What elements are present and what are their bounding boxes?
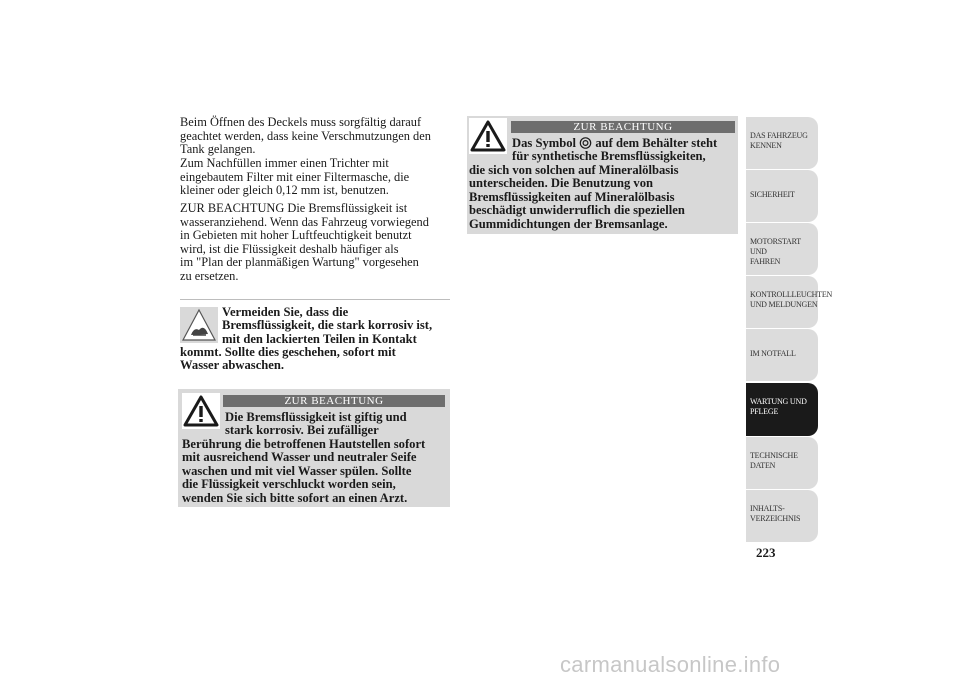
page-number: 223 bbox=[756, 545, 776, 560]
warning-text-left: Die Bremsflüssigkeit ist giftig und stark korrosiv. Bei zufälliger bbox=[225, 410, 407, 438]
paragraph-note: ZUR BEACHTUNG Die Bremsflüssigkeit ist wasseranziehend. Wenn das Fahrzeug vorwiegend in Gebieten mit hoher Luftfeuchtigkeit benutzt wird, ist die Flüssigkeit deshalb häufiger als im "Plan der planmäßigen Wartung" vorgesehen zu ersetzen. bbox=[180, 201, 429, 283]
paragraph-lid: Beim Öffnen des Deckels muss sorgfältig darauf geachtet werden, dass keine Verschmutzungen den Tank gelangen. bbox=[180, 115, 431, 157]
warning-triangle-icon bbox=[469, 118, 507, 154]
warning-triangle-icon bbox=[182, 393, 220, 429]
env-note-text: Vermeiden Sie, dass die Bremsflüssigkeit, die stark korrosiv ist, mit den lackierten Teilen in Kontakt bbox=[222, 305, 433, 346]
paragraph-funnel: Zum Nachfüllen immer einen Trichter mit eingebautem Filter mit einer Filtermasche, die kleiner oder gleich 0,12 mm ist, benutzen. bbox=[180, 156, 410, 198]
sidebar-tab-im-notfall[interactable]: IM NOTFALL bbox=[746, 329, 818, 381]
environment-icon bbox=[180, 307, 218, 343]
watermark: carmanualsonline.info bbox=[560, 652, 781, 677]
warning-text-right-full: die sich von solchen auf Mineralölbasis unterscheiden. Die Benutzung von Bremsflüssigkeiten auf Mineralölbasis beschädigt unwiderruflich die speziellen Gummidichtungen der Bremsanlage. bbox=[469, 163, 685, 231]
env-note-text-full: kommt. Sollte dies geschehen, sofort mit Wasser abwaschen. bbox=[180, 345, 396, 373]
env-note-icon-box bbox=[180, 307, 218, 343]
sidebar-tab-kontrollleuchten[interactable]: KONTROLLLEUCHTEN UND MELDUNGEN bbox=[746, 276, 818, 328]
warning-heading-left: ZUR BEACHTUNG bbox=[223, 395, 445, 407]
sidebar-tab-inhaltsverzeichnis[interactable]: INHALTS- VERZEICHNIS bbox=[746, 490, 818, 542]
sidebar-tab-technische-daten[interactable]: TECHNISCHE DATEN bbox=[746, 437, 818, 489]
warning-icon-left-box bbox=[182, 393, 220, 429]
warning-text-right: Das Symbol auf dem Behälter steht für synthetische Bremsflüssigkeiten, bbox=[512, 136, 718, 164]
sidebar-tab-wartung-und-pflege[interactable]: WARTUNG UND PFLEGE bbox=[746, 383, 818, 436]
sidebar-tab-motorstart[interactable]: MOTORSTART UND FAHREN bbox=[746, 223, 818, 275]
sidebar-tab-sicherheit[interactable]: SICHERHEIT bbox=[746, 170, 818, 222]
sidebar-tab-das-fahrzeug-kennen[interactable]: DAS FAHRZEUG KENNEN bbox=[746, 117, 818, 169]
env-note-rule bbox=[180, 299, 450, 300]
warning-icon-right-box bbox=[469, 118, 507, 154]
warning-heading-right: ZUR BEACHTUNG bbox=[511, 121, 735, 133]
synthetic-fluid-symbol-icon bbox=[579, 137, 592, 149]
warning-text-left-full: Berührung die betroffenen Hautstellen sofort mit ausreichend Wasser und neutraler Seife waschen und mit viel Wasser spülen. Sollte die Flüssigkeit verschluckt worden sein, wenden Sie sich bitte sofort an einen Arzt. bbox=[182, 437, 426, 505]
